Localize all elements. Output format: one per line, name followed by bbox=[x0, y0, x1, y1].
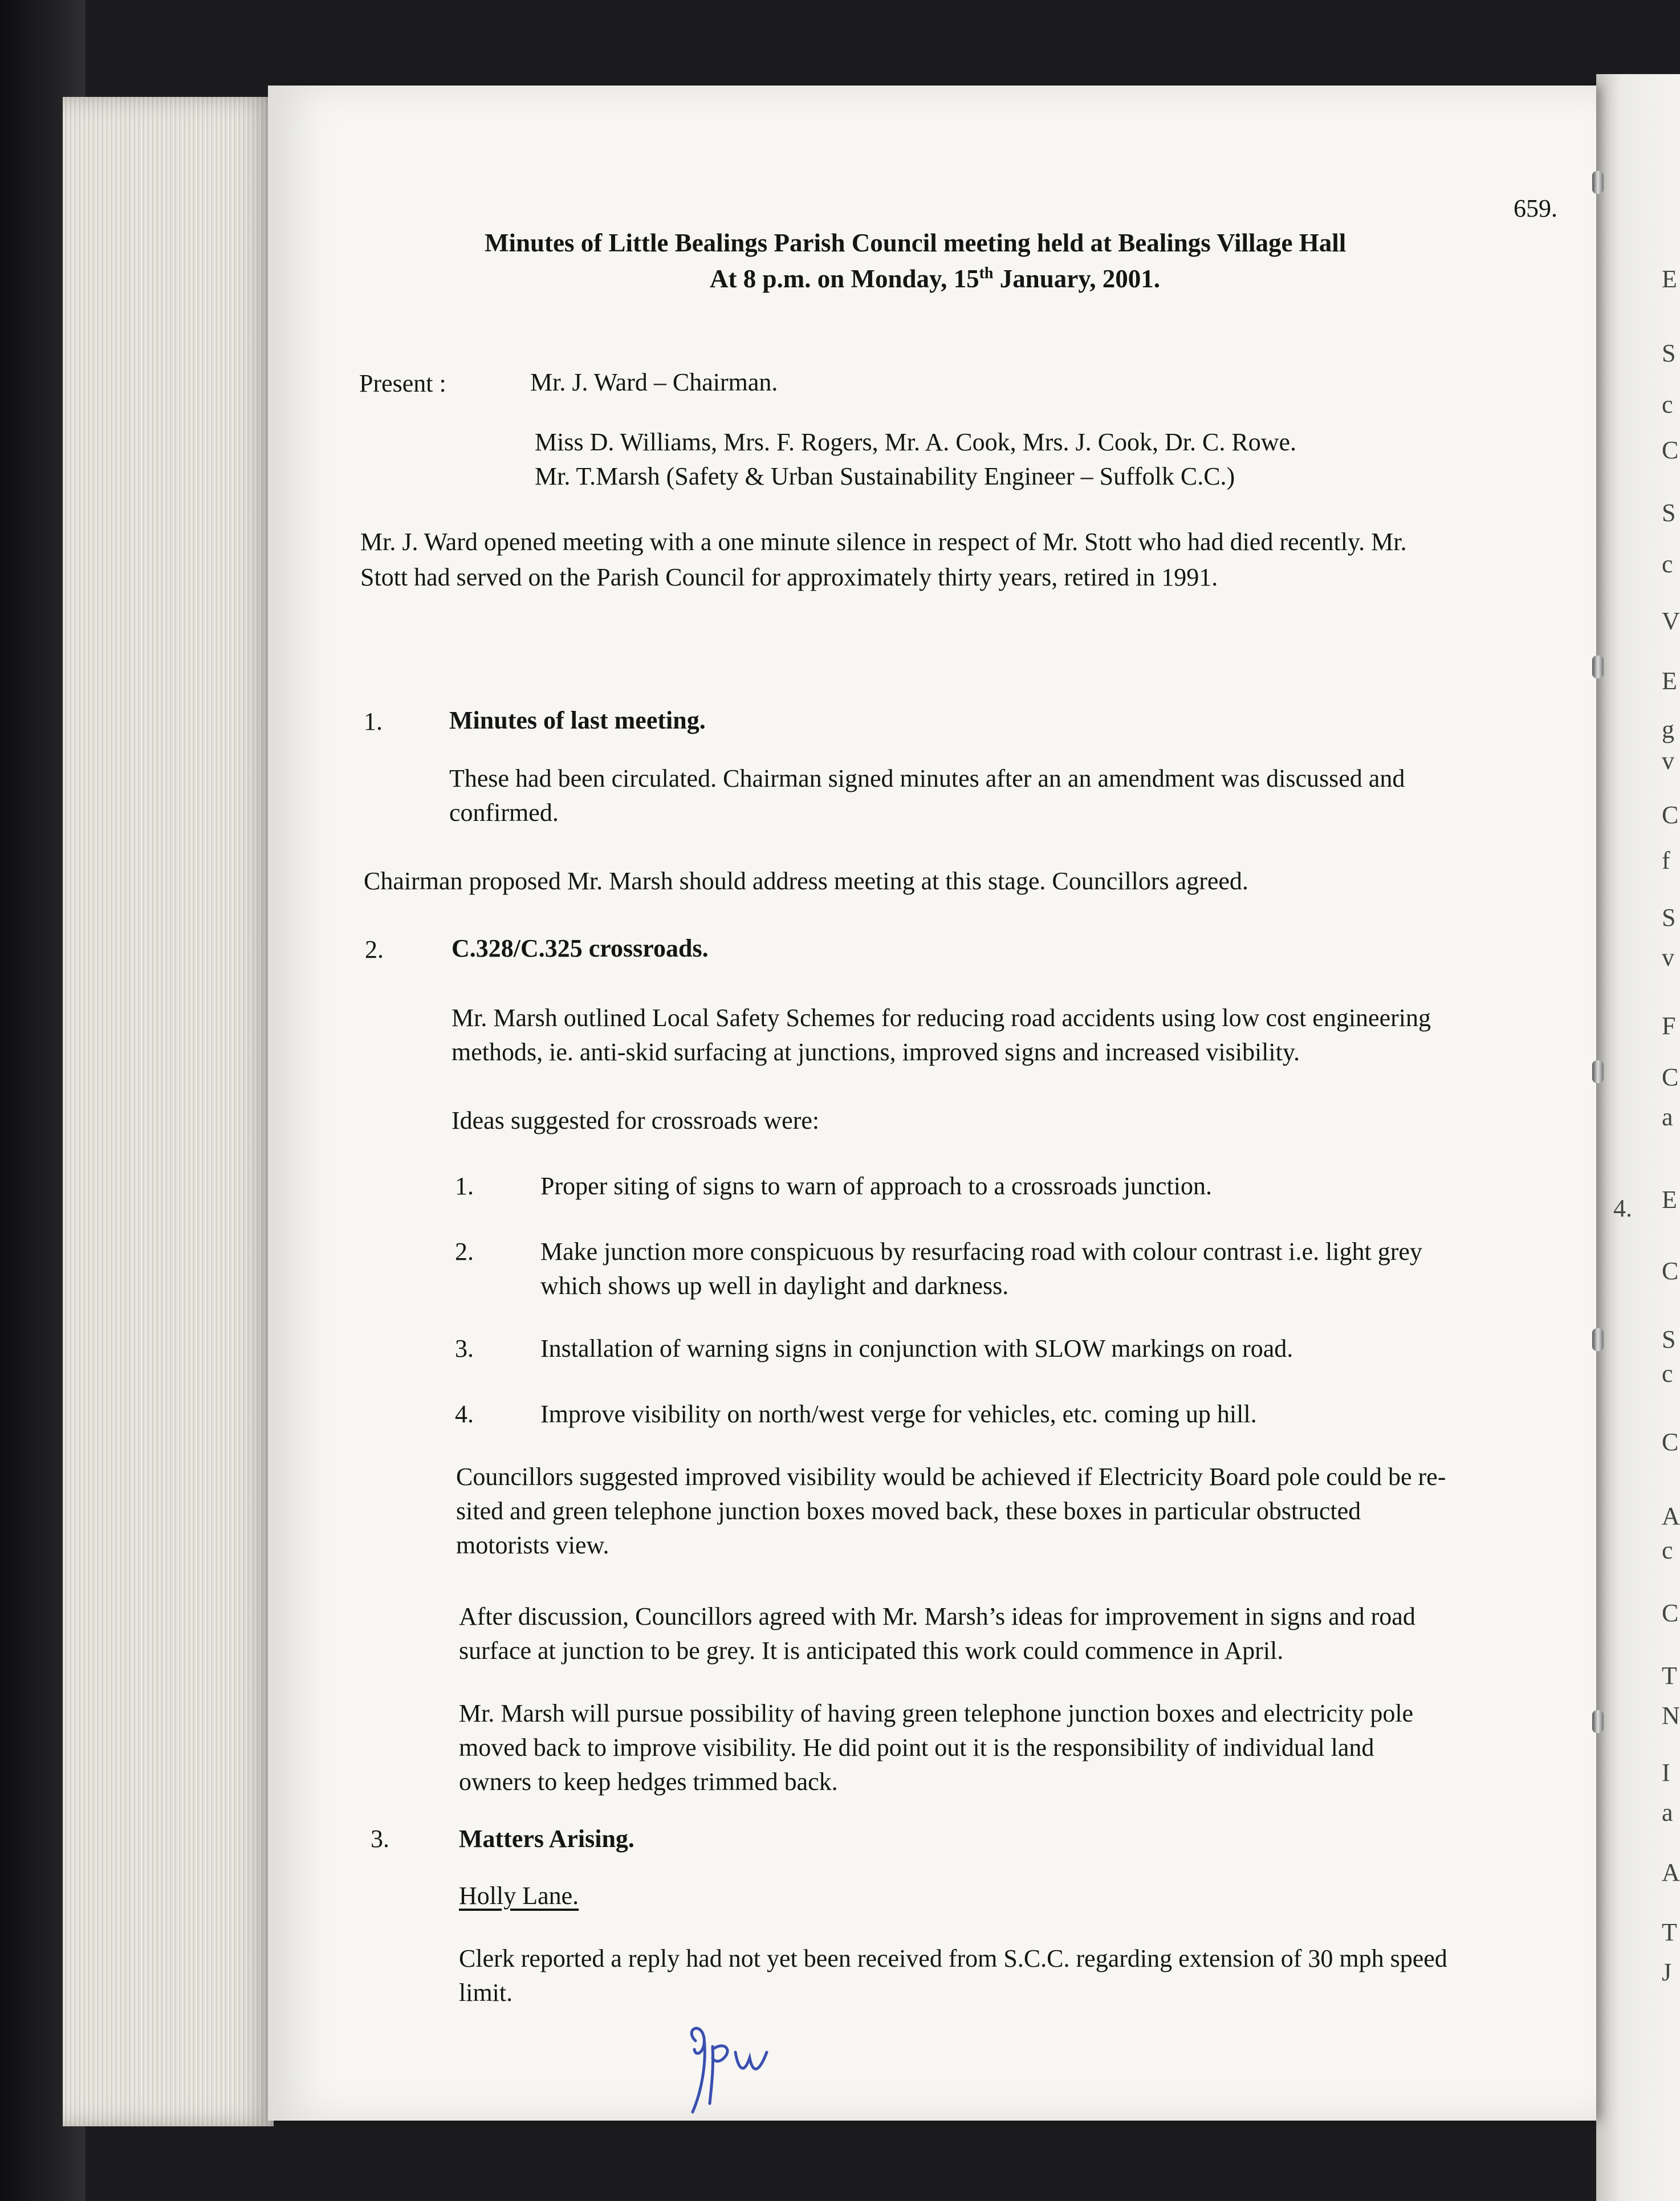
pursue-line3: owners to keep hedges trimmed back. bbox=[459, 1768, 838, 1796]
idea-text: Make junction more conspicuous by resurfacing road with colour contrast i.e. light grey bbox=[540, 1238, 1422, 1266]
adjacent-page-letter: c bbox=[1662, 1360, 1673, 1388]
item3-line1: Clerk reported a reply had not yet been received from S.C.C. regarding extension of 30 mph speed bbox=[459, 1944, 1447, 1972]
item2-ideas-label: Ideas suggested for crossroads were: bbox=[451, 1106, 820, 1134]
discussion-line1: After discussion, Councillors agreed with Mr. Marsh’s ideas for improvement in signs and road bbox=[459, 1602, 1415, 1630]
adjacent-page-letter: g bbox=[1662, 715, 1674, 743]
item1-heading: Minutes of last meeting. bbox=[449, 706, 706, 734]
adjacent-page-letter: A bbox=[1662, 1858, 1680, 1886]
opening-line1: Mr. J. Ward opened meeting with a one minute silence in respect of Mr. Stott who had died recently. Mr. bbox=[360, 528, 1407, 556]
present-members: Miss D. Williams, Mrs. F. Rogers, Mr. A. Cook, Mrs. J. Cook, Dr. C. Rowe. bbox=[535, 428, 1297, 456]
adjacent-page-letter: C bbox=[1662, 801, 1679, 829]
binder-ring bbox=[1592, 1060, 1604, 1083]
idea-text: Proper siting of signs to warn of approach to a crossroads junction. bbox=[540, 1172, 1212, 1200]
item1-number: 1. bbox=[364, 707, 383, 735]
adjacent-page-letter: v bbox=[1662, 943, 1674, 971]
binder-ring bbox=[1592, 171, 1604, 194]
adjacent-page-letter: F bbox=[1662, 1012, 1676, 1040]
binder-ring bbox=[1592, 1328, 1604, 1351]
adjacent-page-letter: C bbox=[1662, 436, 1679, 464]
present-guest: Mr. T.Marsh (Safety & Urban Sustainability Engineer – Suffolk C.C.) bbox=[535, 462, 1235, 490]
document-title-line1: Minutes of Little Bealings Parish Council meeting held at Bealings Village Hall bbox=[485, 229, 1347, 257]
item3-line2: limit. bbox=[459, 1979, 513, 2007]
adjacent-page-letter: E bbox=[1662, 1186, 1677, 1214]
adjacent-page-letter: E bbox=[1662, 265, 1677, 293]
adjacent-page-letter: V bbox=[1662, 607, 1680, 635]
binder-ring bbox=[1592, 1710, 1604, 1733]
idea-text: which shows up well in daylight and darkness. bbox=[540, 1272, 1009, 1300]
councillors-line2: sited and green telephone junction boxes moved back, these boxes in particular obstructed bbox=[456, 1497, 1361, 1525]
adjacent-page-letter: E bbox=[1662, 667, 1677, 695]
idea-number: 3. bbox=[455, 1335, 474, 1362]
adjacent-page-letter: S bbox=[1662, 499, 1676, 527]
item2-heading: C.328/C.325 crossroads. bbox=[451, 934, 709, 962]
item2-intro-line1: Mr. Marsh outlined Local Safety Schemes for reducing road accidents using low cost engineering bbox=[451, 1004, 1431, 1032]
adjacent-page-letter: T bbox=[1662, 1918, 1677, 1946]
item1-line2: confirmed. bbox=[449, 799, 559, 827]
adjacent-page-letter: c bbox=[1662, 1536, 1673, 1564]
adjacent-page-letter: A bbox=[1662, 1502, 1680, 1530]
councillors-line3: motorists view. bbox=[456, 1531, 609, 1559]
adjacent-page-letter: S bbox=[1662, 339, 1676, 367]
idea-text: Installation of warning signs in conjunction with SLOW markings on road. bbox=[540, 1335, 1293, 1362]
page-stack-edge bbox=[63, 97, 274, 2126]
adjacent-page-letter: N bbox=[1662, 1702, 1680, 1730]
adjacent-page-letter: S bbox=[1662, 1325, 1676, 1353]
discussion-line2: surface at junction to be grey. It is anticipated this work could commence in April. bbox=[459, 1637, 1284, 1665]
adjacent-page-letter: S bbox=[1662, 904, 1676, 931]
idea-number: 2. bbox=[455, 1238, 474, 1266]
adjacent-page-letter: J bbox=[1662, 1958, 1672, 1986]
item3-subheading: Holly Lane. bbox=[459, 1882, 579, 1910]
idea-number: 1. bbox=[455, 1172, 474, 1200]
item1-line1: These had been circulated. Chairman signed minutes after an an amendment was discussed and bbox=[449, 764, 1405, 792]
adjacent-page-letter: I bbox=[1662, 1759, 1670, 1787]
item2-intro-line2: methods, ie. anti-skid surfacing at junctions, improved signs and increased visibility. bbox=[451, 1038, 1300, 1066]
adjacent-page-letter: c bbox=[1662, 550, 1673, 578]
adjacent-page-letter: C bbox=[1662, 1257, 1679, 1285]
present-label: Present : bbox=[359, 369, 446, 397]
idea-number: 4. bbox=[455, 1400, 474, 1428]
item3-number: 3. bbox=[371, 1825, 389, 1853]
adjacent-page-letter: f bbox=[1662, 847, 1670, 874]
document-title-line2: At 8 p.m. on Monday, 15th January, 2001. bbox=[710, 265, 1161, 293]
adjacent-page-letter: a bbox=[1662, 1103, 1673, 1131]
chairman-proposal: Chairman proposed Mr. Marsh should address meeting at this stage. Councillors agreed. bbox=[364, 867, 1248, 895]
item2-number: 2. bbox=[365, 935, 384, 963]
adjacent-page-letter: C bbox=[1662, 1063, 1679, 1091]
adjacent-page-letter: C bbox=[1662, 1428, 1679, 1456]
adjacent-page-letter: T bbox=[1662, 1662, 1677, 1690]
adjacent-page-letter: c bbox=[1662, 390, 1673, 418]
binder-ring bbox=[1592, 656, 1604, 678]
present-chairman: Mr. J. Ward – Chairman. bbox=[530, 368, 778, 396]
adjacent-page-letter: C bbox=[1662, 1599, 1679, 1627]
adjacent-page-letter: a bbox=[1662, 1799, 1673, 1826]
item3-heading: Matters Arising. bbox=[459, 1825, 634, 1853]
handwritten-initials-signature bbox=[678, 2018, 787, 2121]
adjacent-page-number-fragment: 4. bbox=[1613, 1194, 1632, 1222]
opening-line2: Stott had served on the Parish Council for approximately thirty years, retired in 1991. bbox=[360, 563, 1218, 591]
councillors-line1: Councillors suggested improved visibility would be achieved if Electricity Board pole could be re- bbox=[456, 1463, 1446, 1491]
pursue-line2: moved back to improve visibility. He did point out it is the responsibility of individual land bbox=[459, 1734, 1374, 1761]
pursue-line1: Mr. Marsh will pursue possibility of having green telephone junction boxes and electricity pole bbox=[459, 1699, 1414, 1727]
adjacent-page-letter: v bbox=[1662, 747, 1674, 775]
page-number: 659. bbox=[1514, 194, 1557, 222]
idea-text: Improve visibility on north/west verge for vehicles, etc. coming up hill. bbox=[540, 1400, 1257, 1428]
